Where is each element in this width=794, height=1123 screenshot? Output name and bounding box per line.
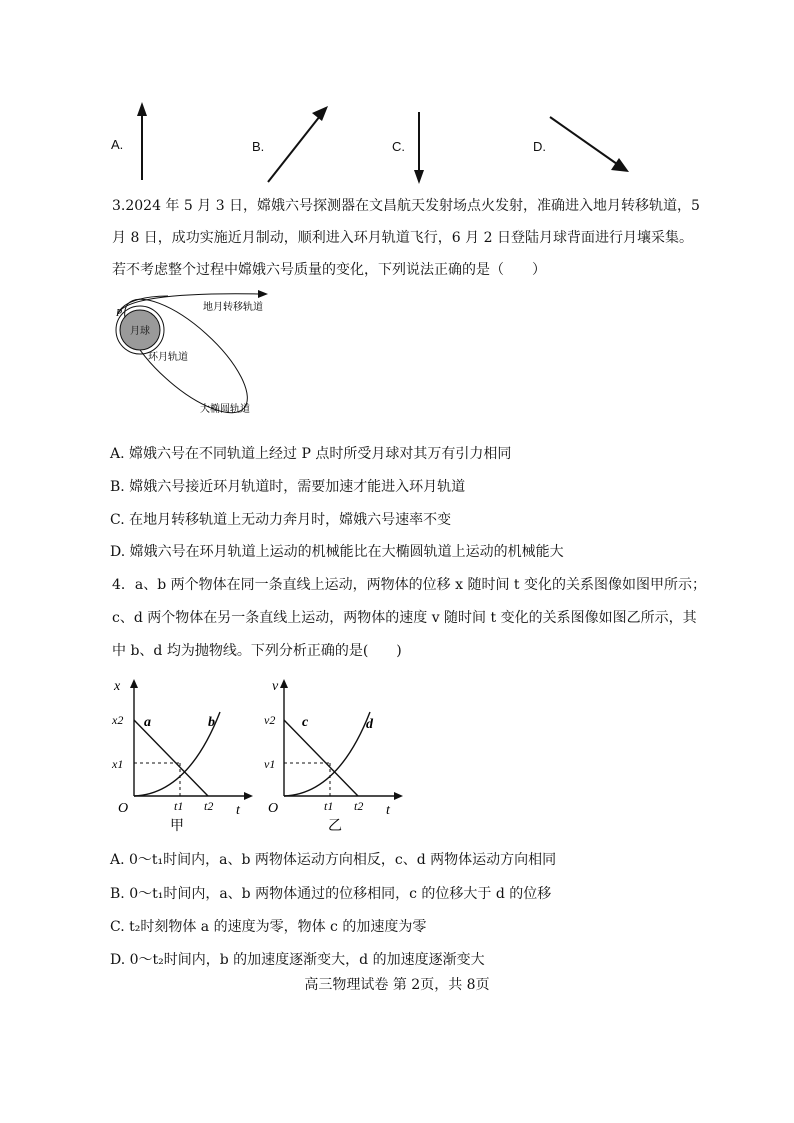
curve-b-label: b <box>208 715 215 730</box>
yi-tick-t2: t2 <box>354 799 364 813</box>
arrow-up-icon <box>130 100 154 184</box>
curve-d-label: d <box>366 717 373 732</box>
jia-tick-t2: t2 <box>204 799 214 813</box>
jia-tick-t1: t1 <box>174 799 184 813</box>
option-d-label: D. <box>533 139 546 154</box>
q4-option-d: D. 0～t₂时间内，b 的加速度逐渐变大，d 的加速度逐渐变大 <box>110 952 485 968</box>
q4-stem-line3: 中 b、d 均为抛物线。下列分析正确的是( ) <box>112 643 402 659</box>
curve-d <box>284 712 370 796</box>
option-a-label: A. <box>111 137 124 152</box>
yi-caption: 乙 <box>328 819 342 834</box>
jia-y-axis-label: x <box>114 679 121 694</box>
q4-stem-line2: c、d 两个物体在另一条直线上运动，两物体的速度 v 随时间 t 变化的关系图像如图乙所示，其 <box>112 610 697 626</box>
jia-x-axis-label: t <box>236 803 240 818</box>
yi-y-arrow-icon <box>280 679 288 688</box>
option-b-label: B. <box>252 139 265 154</box>
yi-tick-t1: t1 <box>324 799 334 813</box>
q3-stem-line3: 若不考虑整个过程中嫦娥六号质量的变化，下列说法正确的是（ ） <box>112 262 546 278</box>
transfer-orbit-label: 地月转移轨道 <box>203 302 263 313</box>
q3-option-a: A. 嫦娥六号在不同轨道上经过 P 点时所受月球对其万有引力相同 <box>110 446 512 462</box>
line-a-label: a <box>144 715 151 730</box>
yi-origin-label: O <box>268 801 279 816</box>
q3-option-b: B. 嫦娥六号接近环月轨道时，需要加速才能进入环月轨道 <box>110 479 466 495</box>
ellipse-orbit-label: 大椭圆轨道 <box>200 404 250 415</box>
q4-option-a: A. 0～t₁时间内，a、b 两物体运动方向相反，c、d 两物体运动方向相同 <box>110 852 557 868</box>
circular-orbit-label: 环月轨道 <box>148 352 188 363</box>
yi-y-axis-label: v <box>272 679 279 694</box>
jia-x-arrow-icon <box>244 792 253 800</box>
jia-y-arrow-icon <box>130 679 138 688</box>
option-c-label: C. <box>392 139 405 154</box>
q4-option-b: B. 0～t₁时间内，a、b 两物体通过的位移相同，c 的位移大于 d 的位移 <box>110 886 552 902</box>
q3-stem-line2: 月 8 日，成功实施近月制动，顺利进入环月轨道飞行，6 月 2 日登陆月球背面进行月壤采集。 <box>112 230 693 246</box>
graph-yi <box>258 676 408 836</box>
jia-caption: 甲 <box>170 819 184 834</box>
transfer-arrow-icon <box>258 290 268 298</box>
yi-x-arrow-icon <box>394 792 403 800</box>
q3-option-c: C. 在地月转移轨道上无动力奔月时，嫦娥六号速率不变 <box>110 512 452 528</box>
q4-stem-line1: 4．a、b 两个物体在同一条直线上运动，两物体的位移 x 随时间 t 变化的关系图像如图甲所示； <box>112 577 706 593</box>
point-p-label: P <box>116 308 123 319</box>
graph-jia <box>108 676 258 836</box>
q3-stem-line1: 3.2024 年 5 月 3 日，嫦娥六号探测器在文昌航天发射场点火发射，准确进入地月转移轨道，5 <box>112 198 700 214</box>
arrow-down-right-icon <box>545 112 633 178</box>
yi-x-axis-label: t <box>386 803 390 818</box>
arrow-down-icon <box>407 108 431 188</box>
page-footer: 高三物理试卷 第 2页，共 8页 <box>304 977 490 993</box>
arrow-up-right-icon <box>262 100 334 186</box>
jia-tick-x2: x2 <box>112 713 124 727</box>
yi-tick-v1: v1 <box>264 757 276 771</box>
q3-option-d: D. 嫦娥六号在环月轨道上运动的机械能比在大椭圆轨道上运动的机械能大 <box>110 544 564 560</box>
jia-origin-label: O <box>118 801 129 816</box>
moon-label: 月球 <box>130 326 150 337</box>
jia-tick-x1: x1 <box>112 757 124 771</box>
q4-option-c: C. t₂时刻物体 a 的速度为零，物体 c 的加速度为零 <box>110 919 427 935</box>
yi-tick-v2: v2 <box>264 713 276 727</box>
orbit-diagram <box>108 288 268 428</box>
line-c-label: c <box>302 715 309 730</box>
